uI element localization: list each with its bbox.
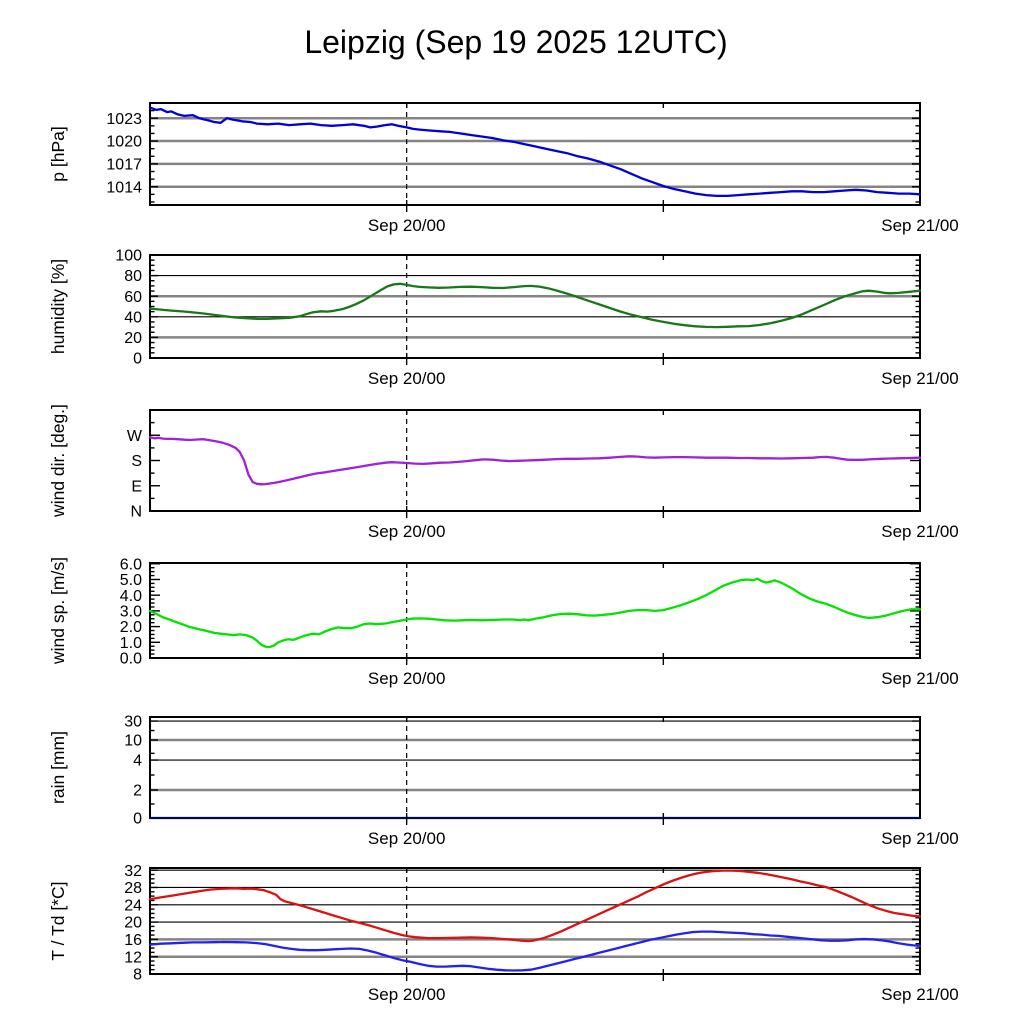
y-tick-label: 1017 xyxy=(106,156,142,174)
y-tick-label: 2 xyxy=(133,782,142,800)
x-tick-label: Sep 21/00 xyxy=(881,829,959,848)
y-tick-label: 80 xyxy=(124,268,142,286)
panel-frame xyxy=(150,868,920,974)
x-tick-label: Sep 21/00 xyxy=(881,985,959,1004)
y-axis-label: wind sp. [m/s] xyxy=(48,557,68,664)
y-tick-label: 4 xyxy=(133,752,142,770)
series-wind-direction xyxy=(150,437,920,484)
y-tick-label: 6.0 xyxy=(119,556,142,574)
y-tick-label: 1020 xyxy=(106,133,142,151)
series-wind-speed xyxy=(150,579,920,647)
y-tick-label: 0.0 xyxy=(119,650,142,668)
y-tick-label: 32 xyxy=(124,862,142,880)
y-axis-label: wind dir. [deg.] xyxy=(48,404,68,517)
y-tick-label: 1014 xyxy=(106,179,142,197)
y-tick-label: 10 xyxy=(124,732,142,750)
panel-frame xyxy=(150,563,920,658)
y-axis-label: T / Td [*C] xyxy=(48,881,68,961)
y-axis-label: rain [mm] xyxy=(48,731,68,804)
x-tick-label: Sep 20/00 xyxy=(367,522,446,541)
y-tick-label: 40 xyxy=(124,309,142,327)
x-tick-label: Sep 20/00 xyxy=(367,669,446,688)
series-temperature xyxy=(150,871,920,942)
y-tick-label: 0 xyxy=(133,350,142,368)
x-tick-label: Sep 20/00 xyxy=(367,369,446,388)
y-tick-label: 28 xyxy=(124,880,142,898)
y-axis-label: p [hPa] xyxy=(48,126,68,182)
y-tick-label: 24 xyxy=(124,897,142,915)
y-tick-label: 12 xyxy=(124,949,142,967)
y-tick-label: 30 xyxy=(124,713,142,731)
y-tick-label: 1.0 xyxy=(119,634,142,652)
chart-title: Leipzig (Sep 19 2025 12UTC) xyxy=(304,24,728,60)
y-tick-label: S xyxy=(131,453,142,471)
y-tick-label: 16 xyxy=(124,931,142,949)
panel-humidity xyxy=(48,248,959,388)
y-tick-label: N xyxy=(130,503,142,521)
y-tick-label: 100 xyxy=(115,247,142,265)
y-tick-label: E xyxy=(131,478,142,496)
series-humidity xyxy=(150,284,920,327)
y-tick-label: 4.0 xyxy=(119,587,142,605)
x-tick-label: Sep 20/00 xyxy=(367,829,446,848)
y-tick-label: 8 xyxy=(133,966,142,984)
panel-temperature xyxy=(48,863,959,1004)
y-tick-label: 0 xyxy=(133,810,142,828)
series-dewpoint xyxy=(150,932,920,971)
x-tick-label: Sep 21/00 xyxy=(881,522,959,541)
y-tick-label: 5.0 xyxy=(119,572,142,590)
x-tick-label: Sep 21/00 xyxy=(881,669,959,688)
series-pressure xyxy=(150,108,920,196)
y-tick-label: W xyxy=(126,427,142,445)
x-tick-label: Sep 20/00 xyxy=(367,216,446,235)
panel-wind-speed xyxy=(48,556,959,688)
panel-wind-direction xyxy=(48,404,959,541)
y-tick-label: 1023 xyxy=(106,110,142,128)
y-tick-label: 60 xyxy=(124,288,142,306)
x-tick-label: Sep 21/00 xyxy=(881,369,959,388)
panel-rain xyxy=(48,714,959,848)
y-tick-label: 2.0 xyxy=(119,619,142,637)
y-axis-label: humidity [%] xyxy=(48,258,68,355)
panel-frame xyxy=(150,255,920,358)
y-tick-label: 3.0 xyxy=(119,603,142,621)
y-tick-label: 20 xyxy=(124,330,142,347)
panel-pressure xyxy=(48,103,959,235)
y-tick-label: 20 xyxy=(124,914,142,932)
panel-frame xyxy=(150,717,920,818)
x-tick-label: Sep 20/00 xyxy=(367,985,446,1004)
x-tick-label: Sep 21/00 xyxy=(881,216,959,235)
